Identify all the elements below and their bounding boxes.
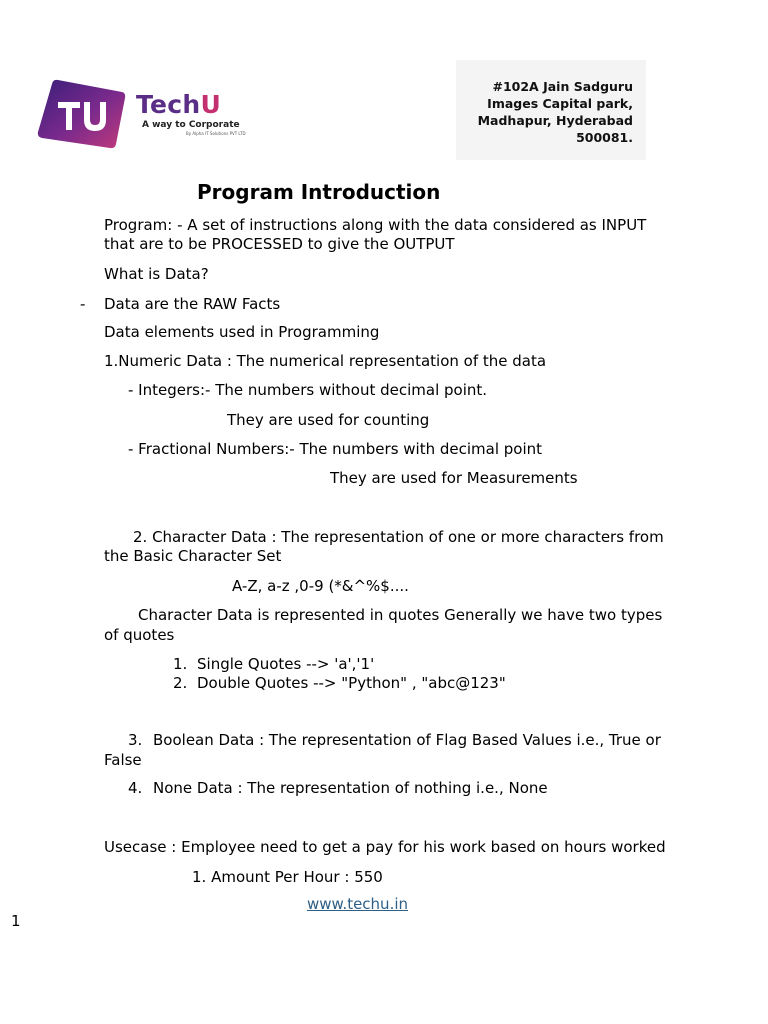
page-title: Program Introduction (197, 180, 441, 204)
numeric-data-heading: 1.Numeric Data : The numerical representation of the data (104, 352, 547, 370)
raw-facts-text: Data are the RAW Facts (104, 295, 281, 313)
integers-text: - Integers:- The numbers without decimal point. (128, 381, 488, 399)
page-number: 1 (11, 912, 21, 930)
website-link[interactable]: www.techu.in (307, 895, 409, 913)
address-line-3: Madhapur, Hyderabad (477, 113, 633, 128)
quote-item-2-text: Double Quotes --> "Python" , "abc@123" (197, 674, 506, 692)
boolean-data-line-2: False (104, 751, 142, 769)
program-definition-line-1: Program: - A set of instructions along with the data considered as INPUT (104, 216, 647, 234)
quote-item-2-number: 2. (173, 674, 188, 692)
usecase-text: Usecase : Employee need to get a pay for his work based on hours worked (104, 838, 666, 856)
boolean-number: 3. (128, 731, 143, 749)
address-line-4: 500081. (576, 130, 633, 145)
character-data-line-1: 2. Character Data : The representation of one or more characters from (133, 528, 664, 546)
address-block (456, 60, 646, 160)
quotes-line-1: Character Data is represented in quotes Generally we have two types (138, 606, 663, 624)
fractional-text: - Fractional Numbers:- The numbers with decimal point (128, 440, 543, 458)
techu-logo (36, 78, 246, 152)
program-definition-line-2: that are to be PROCESSED to give the OUTPUT (104, 235, 455, 253)
brand-subtagline: By Alpha IT Solutions PVT LTD (186, 131, 246, 136)
integers-use-text: They are used for counting (227, 411, 430, 429)
none-number: 4. (128, 779, 143, 797)
brand-tagline: A way to Corporate (142, 120, 240, 130)
quote-item-1-text: Single Quotes --> 'a','1' (197, 655, 375, 673)
elements-heading: Data elements used in Programming (104, 323, 380, 341)
charset-example: A-Z, a-z ,0-9 (*&^%$.... (232, 577, 409, 595)
address-line-2: Images Capital park, (487, 96, 633, 111)
boolean-data-line-1: Boolean Data : The representation of Flag Based Values i.e., True or (153, 731, 661, 749)
fractional-use-text: They are used for Measurements (330, 469, 578, 487)
quote-item-1-number: 1. (173, 655, 188, 673)
quotes-line-2: of quotes (104, 626, 175, 644)
address-line-1: #102A Jain Sadguru (492, 79, 633, 94)
bullet-dash: - (80, 295, 86, 313)
brand-name: TechU (136, 90, 222, 119)
amount-per-hour-text: 1. Amount Per Hour : 550 (192, 868, 383, 886)
techu-logo-mark-icon (36, 78, 126, 150)
what-is-data-heading: What is Data? (104, 265, 209, 283)
none-data-text: None Data : The representation of nothing i.e., None (153, 779, 548, 797)
character-data-line-2: the Basic Character Set (104, 547, 282, 565)
